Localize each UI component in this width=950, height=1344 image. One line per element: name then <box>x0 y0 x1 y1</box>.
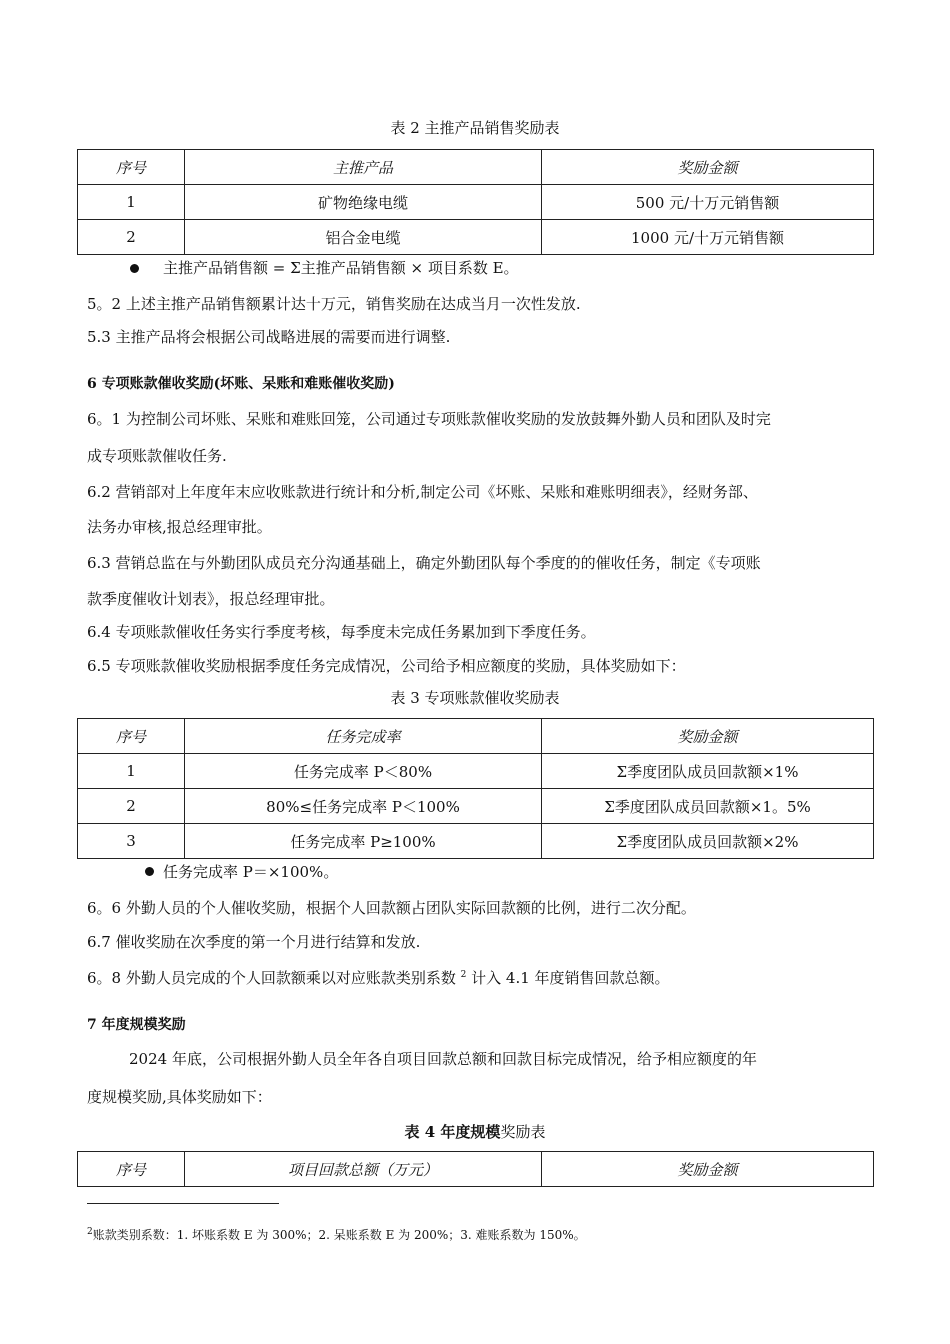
bullet-formula-1: 主推产品销售额 = Σ主推产品销售额 × 项目系数 E。 <box>163 259 519 277</box>
table-cell: 1000 元/十万元销售额 <box>542 220 874 255</box>
table-cell: 2 <box>78 789 185 824</box>
paragraph-6-8 <box>87 965 670 988</box>
paragraph-6-4: 6.4 专项账款催收任务实行季度考核，每季度未完成任务累加到下季度任务。 <box>87 623 596 641</box>
table-cell: 矿物绝缘电缆 <box>185 185 542 220</box>
header-cell: 项目回款总额（万元） <box>185 1152 542 1187</box>
table-cell: 2 <box>78 220 185 255</box>
table-cell: 任务完成率 P＜80% <box>185 754 542 789</box>
table-header-row <box>78 1152 874 1187</box>
paragraph-7-line2: 度规模奖励,具体奖励如下： <box>87 1088 272 1106</box>
header-cell: 奖励金额 <box>542 719 874 754</box>
table-2-caption: 表 2 主推产品销售奖励表 <box>390 119 560 137</box>
header-cell: 序号 <box>78 150 185 185</box>
table-header-row <box>78 719 874 754</box>
table-4-caption-bold: 表 4 年度规模 <box>404 1123 501 1141</box>
paragraph-6-3-line2: 款季度催收计划表》，报总经理审批。 <box>87 590 335 608</box>
header-cell: 序号 <box>78 719 185 754</box>
paragraph-7-line1: 2024 年底，公司根据外勤人员全年各自项目回款总额和回款目标完成情况，给予相应额度的年 <box>129 1050 757 1068</box>
paragraph-6-7: 6.7 催收奖励在次季度的第一个月进行结算和发放. <box>87 933 421 951</box>
table-cell: Σ季度团队成员回款额×1。5% <box>542 789 874 824</box>
table-4-caption-rest: 奖励表 <box>500 1123 546 1141</box>
table-cell: 任务完成率 P≥100% <box>185 824 542 859</box>
table-row <box>78 185 874 220</box>
table-cell: Σ季度团队成员回款额×2% <box>542 824 874 859</box>
table-3 <box>77 718 874 859</box>
table-header-row <box>78 150 874 185</box>
header-cell: 主推产品 <box>185 150 542 185</box>
bullet-formula-2: 任务完成率 P＝×100%。 <box>163 863 339 881</box>
table-cell: 500 元/十万元销售额 <box>542 185 874 220</box>
paragraph-5-3: 5.3 主推产品将会根据公司战略进展的需要而进行调整. <box>87 328 451 346</box>
footnote <box>87 1226 586 1243</box>
table-4 <box>77 1151 874 1187</box>
paragraph-6-1-line1: 6。1 为控制公司坏账、呆账和难账回笼，公司通过专项账款催收奖励的发放鼓舞外勤人员和团队及时完 <box>87 410 771 428</box>
table-3-caption: 表 3 专项账款催收奖励表 <box>390 689 560 707</box>
header-cell: 任务完成率 <box>185 719 542 754</box>
footnote-mark: 2 <box>87 1227 93 1237</box>
table-cell: 3 <box>78 824 185 859</box>
table-row <box>78 789 874 824</box>
paragraph-6-6: 6。6 外勤人员的个人催收奖励，根据个人回款额占团队实际回款额的比例，进行二次分配。 <box>87 899 696 917</box>
paragraph-6-8-text: 6。8 外勤人员完成的个人回款额乘以对应账款类别系数 <box>87 969 461 987</box>
footnote-text: 账款类别系数：1. 坏账系数 E 为 300%；2. 呆账系数 E 为 200%；3. 难账系数为 150%。 <box>92 1228 586 1242</box>
header-cell: 奖励金额 <box>542 1152 874 1187</box>
table-cell: 铝合金电缆 <box>185 220 542 255</box>
table-cell: Σ季度团队成员回款额×1% <box>542 754 874 789</box>
table-row <box>78 220 874 255</box>
paragraph-6-2-line2: 法务办审核,报总经理审批。 <box>87 518 272 536</box>
paragraph-6-8-text-end: 计入 4.1 年度销售回款总额。 <box>466 969 670 987</box>
bullet-dot <box>145 867 154 876</box>
paragraph-6-5: 6.5 专项账款催收奖励根据季度任务完成情况，公司给予相应额度的奖励，具体奖励如下： <box>87 657 686 675</box>
table-4-caption <box>0 1121 950 1142</box>
bullet-dot <box>130 264 139 273</box>
paragraph-6-2-line1: 6.2 营销部对上年度年末应收账款进行统计和分析,制定公司《坏账、呆账和难账明细表》，经财务部、 <box>87 483 758 501</box>
footnote-ref: 2 <box>460 970 467 980</box>
table-row <box>78 824 874 859</box>
paragraph-5-2: 5。2 上述主推产品销售额累计达十万元，销售奖励在达成当月一次性发放. <box>87 295 581 313</box>
footnote-separator <box>87 1203 279 1204</box>
table-cell: 1 <box>78 185 185 220</box>
header-cell: 奖励金额 <box>542 150 874 185</box>
table-cell: 1 <box>78 754 185 789</box>
header-cell: 序号 <box>78 1152 185 1187</box>
section-6-heading: 6 专项账款催收奖励(坏账、呆账和难账催收奖励) <box>87 376 395 392</box>
paragraph-6-1-line2: 成专项账款催收任务. <box>87 447 227 465</box>
table-row <box>78 754 874 789</box>
table-2 <box>77 149 874 255</box>
table-cell: 80%≤任务完成率 P＜100% <box>185 789 542 824</box>
section-7-heading: 7 年度规模奖励 <box>87 1017 186 1033</box>
paragraph-6-3-line1: 6.3 营销总监在与外勤团队成员充分沟通基础上，确定外勤团队每个季度的的催收任务，制定《专项账 <box>87 554 761 572</box>
